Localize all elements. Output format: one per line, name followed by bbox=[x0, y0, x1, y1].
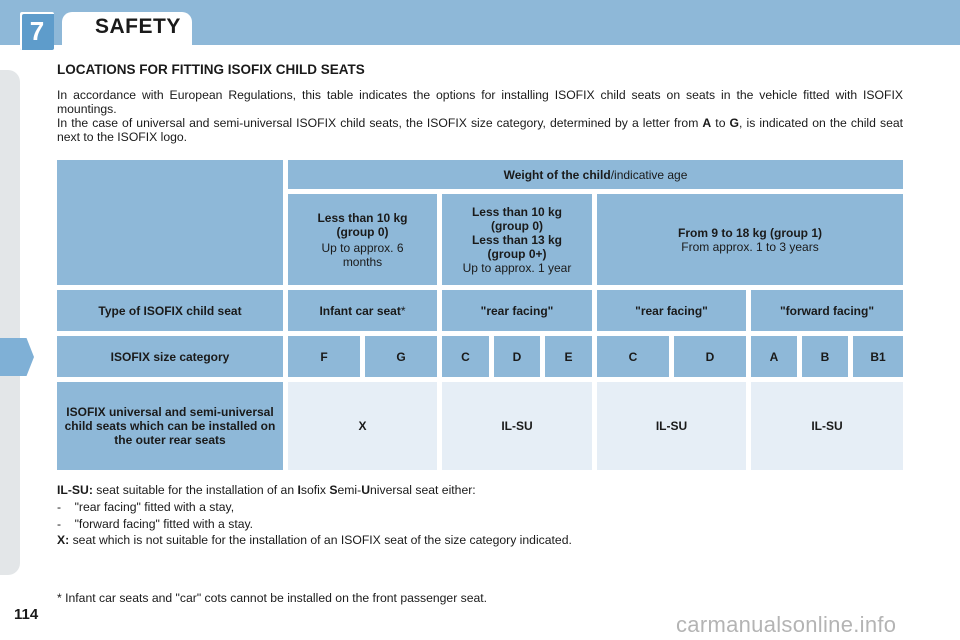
size-cell: D bbox=[494, 336, 540, 377]
chapter-number: 7 bbox=[20, 12, 54, 50]
footnote: * Infant car seats and "car" cots cannot be installed on the front passenger seat. bbox=[57, 591, 488, 605]
size-cell: B1 bbox=[853, 336, 903, 377]
legend-item-rear: - "rear facing" fitted with a stay, bbox=[57, 500, 235, 514]
page-subheading: LOCATIONS FOR FITTING ISOFIX CHILD SEATS bbox=[57, 62, 365, 77]
size-cell: F bbox=[288, 336, 360, 377]
group-0-plus-header: Less than 10 kg (group 0) Less than 13 kg (group 0+) Up to approx. 1 year bbox=[442, 194, 592, 285]
table-corner-cell bbox=[57, 160, 283, 285]
type-forward-facing: "forward facing" bbox=[751, 290, 903, 331]
size-row-label: ISOFIX size category bbox=[57, 336, 283, 377]
type-row-label: Type of ISOFIX child seat bbox=[57, 290, 283, 331]
page-number: 114 bbox=[14, 606, 39, 623]
side-bar bbox=[0, 70, 20, 575]
group-0-header: Less than 10 kg (group 0) Up to approx. 6 months bbox=[288, 194, 437, 285]
size-cell: E bbox=[545, 336, 592, 377]
intro-paragraph-1: In accordance with European Regulations, this table indicates the options for installing ISOFIX child seats on seats in the vehicle fitted with ISOFIX mountings. bbox=[57, 88, 903, 116]
outer-seats-row-label: ISOFIX universal and semi-universal child seats which can be installed on the outer rear seats bbox=[57, 382, 283, 470]
intro-paragraph-2: In the case of universal and semi-universal ISOFIX child seats, the ISOFIX size category, determined by a letter from A to G, is indicated on the child seat next to the ISOFIX logo. bbox=[57, 116, 904, 144]
outer-seats-value: IL-SU bbox=[597, 382, 746, 470]
legend-x: X: seat which is not suitable for the installation of an ISOFIX seat of the size category indicated. bbox=[57, 533, 572, 547]
type-infant-car-seat: Infant car seat * bbox=[288, 290, 437, 331]
outer-seats-value: IL-SU bbox=[751, 382, 903, 470]
size-cell: G bbox=[365, 336, 437, 377]
size-cell: B bbox=[802, 336, 848, 377]
outer-seats-value: X bbox=[288, 382, 437, 470]
size-cell: C bbox=[597, 336, 669, 377]
outer-seats-value: IL-SU bbox=[442, 382, 592, 470]
section-title: SAFETY bbox=[95, 15, 181, 38]
type-rear-facing-2: "rear facing" bbox=[597, 290, 746, 331]
legend-ilsu: IL-SU: seat suitable for the installation of an Isofix Semi-Universal seat either: bbox=[57, 483, 476, 497]
watermark-text: carmanualsonline.info bbox=[676, 612, 897, 637]
weight-header: Weight of the child /indicative age bbox=[288, 160, 903, 189]
legend-item-forward: - "forward facing" fitted with a stay. bbox=[57, 517, 254, 531]
side-marker bbox=[0, 338, 34, 376]
size-cell: A bbox=[751, 336, 797, 377]
group-1-header: From 9 to 18 kg (group 1) From approx. 1 to 3 years bbox=[597, 194, 903, 285]
size-cell: D bbox=[674, 336, 746, 377]
type-rear-facing-1: "rear facing" bbox=[442, 290, 592, 331]
size-cell: C bbox=[442, 336, 489, 377]
